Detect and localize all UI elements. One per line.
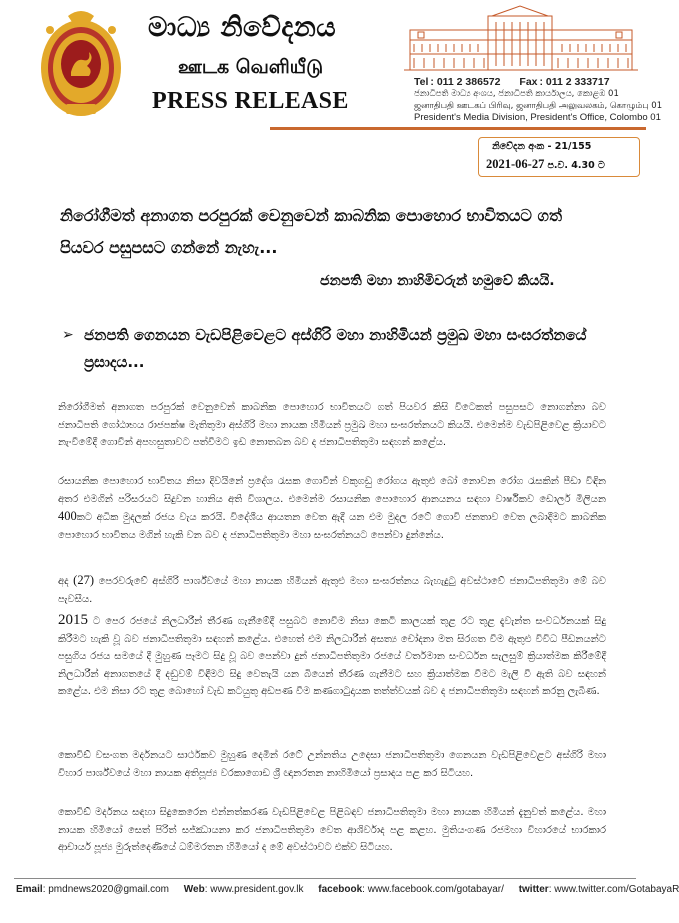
presidents-office-building-image: [400, 4, 642, 74]
email-label: Email: [16, 884, 43, 895]
office-english: President's Media Division, President's Office, Colombo 01: [414, 112, 661, 123]
contact-block: [414, 76, 663, 124]
fax-label: Fax: [519, 76, 538, 88]
facebook-label: facebook: [318, 884, 363, 895]
office-tamil: ஜனாதிபதி ஊடகப் பிரிவு, ஜனாதிபதி அலுவலகம், கொழும்பு 01: [414, 101, 663, 111]
release-number: නිවේදන අංක - 21/155: [492, 141, 592, 152]
phone-fax-line: [414, 76, 646, 88]
emblem-lion-icon: [61, 40, 101, 88]
paragraph-3-number: (27): [73, 573, 94, 587]
twitter-label: twitter: [518, 884, 549, 895]
paragraph-5: කොවිඩ් වසංගත මර්දනයට සාර්ථකව මුහුණ දෙමින් රටේ උන්නතිය උදෙසා ජනාධිපතිතුමා ගෙනයන වැඩපිළිවෙළට අස්ගිරි මහා විහාර පාර්ශ්වයේ මහා නායක අතිපූජ්‍ය වරකාගොඩ ශ්‍රී ඥානරතන නාහිමියෝ ප්‍රසාදය පළ කර සිටියහ.: [58, 750, 606, 779]
tel-label: Tel: [414, 76, 429, 88]
footer-contacts: [16, 884, 679, 895]
sri-lanka-emblem-logo: [38, 8, 124, 120]
paragraph-4-year: 2015: [58, 612, 88, 628]
web-value[interactable]: : www.president.gov.lk: [204, 884, 304, 895]
paragraph-6: කොවිඩ් මර්දනය සඳහා සිදුකෙරෙන එන්නත්කරණ වැඩපිළිවෙළ පිළිබඳව ජනාධිපතිතුමා මහා නායක හිමියන් දැනුවත් කළේය. මහා නායක හිමියෝ සෙත් පිරිත් සජ්ඣායනා කර ජනාධිපතිතුමා වෙත ආශිර්වාද පළ කළහ. මුතියංගණ රජමහා විහාරයේ භාරකාර ආචාර්ය පූජ්‍ය මුරුත්දෙණියේ ධම්මරතන හිමියෝ ද මේ අවස්ථාවට එක්ව සිටියහ.: [58, 807, 606, 853]
paragraph-2: [58, 473, 606, 544]
facebook-value[interactable]: : www.facebook.com/gotabayar/: [362, 884, 504, 895]
bullet-text: ජනපති ගෙනයන වැඩපිළිවෙළට අස්ගිරි මහා නාහිමියන් ප්‍රමුඛ මහා සංඝරත්නයේ ප්‍රසාදය...: [84, 326, 587, 371]
release-date: 2021-06-27: [486, 157, 545, 171]
paragraph-3-text-a: අද: [58, 576, 69, 587]
footer-divider: [14, 878, 636, 879]
fax-value: : 011 2 333717: [539, 76, 610, 88]
paragraph-2-text-b: කට අධික මුදලක් රජය වැය කරයි. විදේශීය ආයතන වෙත ඇදී යන එම මුදල රටේ ගොවි ජනතාව වෙත ලබාදීමට කාබනික පොහොර භාවිතය මගින් හැකි වන බව ද ජනාධිපතිතුමා මහා සංඝරත්නයට පෙන්වා දුන්නේය.: [58, 512, 606, 541]
paragraph-4: [58, 612, 606, 701]
paragraph-2-text-a: රසායනික පොහොර භාවිතය නිසා දිවයිනේ ප්‍රදේශ රැසක ගොවීන් වකුගඩු රෝගය ඇතුළු බෝ නොවන රෝග රැසකින් පීඩා විඳින අතර එමගින් පරිසරයට සිදුවන හානිය අති විශාලය. එමෙන්ම රසායනික පොහොර ආනයනය සඳහා වාර්ෂිකව ඩොලර් මිලියන: [58, 476, 606, 505]
header-divider: [270, 127, 646, 130]
release-date-time: [486, 157, 605, 172]
headline: නිරෝගීමත් අනාගත පරපුරක් වෙනුවෙන් කාබනික පොහොර භාවිතයට ගත් පියවර පසුපසට ගන්නේ නැහැ...: [60, 206, 562, 257]
tel-value: : 011 2 386572: [430, 76, 501, 88]
office-sinhala: ජනාධිපති මාධ්‍ය අංශය, ජනාධිපති කාර්යාලය, කොළඹ 01: [414, 89, 619, 99]
bullet-highlight: [62, 322, 622, 376]
paragraph-2-number: 400: [58, 509, 77, 523]
paragraph-4-text: ට පෙර රජයේ නිලධාරීන් තීරණ ගැනීමේදී පසුබට නොවීම නිසා කෙටි කාලයක් තුළ රට තුළ දැවැන්ත සංවර්ධනයක් සිදු කිරීමට හැකි වූ බව ජනාධිපතිතුමා සඳහන් කළේය. එහෙත් එම නිලධාරීන් අසත්‍ය චෝදනා මත සිරගත වීම ඇතුළු විවිධ පීඩනයන්ට පසුගිය රජය සමයේ දී මුහුණ පෑමට සිදු වූ බව පෙන්වා දුන් ජනාධිපතිතුමා රජයේ වර්තමාන සංවර්ධන සැලසුම් ක්‍රියාත්මක කිරීමේදී නිලධාරීන් අනාගතයේ දී දඬුවම් විඳීමට සිදු වෙතැයි යන බියෙන් තීරණ ගැනීමට සහ ක්‍රියාත්මක වීමට මැලි වී ඇති බව සඳහන් කළේය. එම නිසා රට තුළ බොහෝ වැඩ කටයුතු අඩපණ වීම කණගාටුදායක තත්ත්වයක් බව ද ජනාධිපතිතුමා සඳහන් කරනු ලැබීණ.: [58, 616, 606, 697]
web-label: Web: [183, 884, 205, 895]
subheadline: ජනපති මහා නාහිමිවරුන් හමුවේ කියයි.: [320, 273, 555, 289]
email-value[interactable]: : pmdnews2020@gmail.com: [42, 884, 170, 895]
arrow-bullet-icon: ➢: [62, 327, 74, 343]
release-time: ප.ව. 4.30 ට: [547, 160, 605, 171]
paragraph-3-text-b: පෙරවරුවේ අස්ගිරි පාර්ශ්වයේ මහා නායක හිමියන් ඇතුළු මහා සංඝරත්නය බැහැදුටු අවස්ථාවේ ජනාධිපතිතුමා මේ බව පැවසීය.: [58, 576, 606, 605]
title-tamil: ஊடக வெளியீடு: [178, 56, 324, 78]
paragraph-3: [58, 572, 606, 608]
twitter-value[interactable]: : www.twitter.com/GotabayaR: [548, 884, 679, 895]
title-english: PRESS RELEASE: [152, 88, 349, 114]
title-sinhala: මාධ්‍ය නිවේදනය: [148, 12, 337, 43]
paragraph-1: නිරෝගීමත් අනාගත පරපුරක් වෙනුවෙන් කාබනික පොහොර භාවිතයට ගත් පියවර කිසි විටෙකත් පසුපසට නොගන්නා බව ජනාධිපති ගෝඨාභය රාජපක්ෂ මැතිතුමා අස්ගිරි මහා නායක හිමියන් ප්‍රමුඛ මහා සංඝරත්නයට කියයි. එමෙන්ම වැඩපිළිවෙළ ක්‍රියාවට නැංවීමේදී ගොවීන් අපහසුතාවට පත්වීමට ඉඩ නොතබන බව ද ජනාධිපතිතුමා සඳහන් කළේය.: [58, 402, 606, 448]
